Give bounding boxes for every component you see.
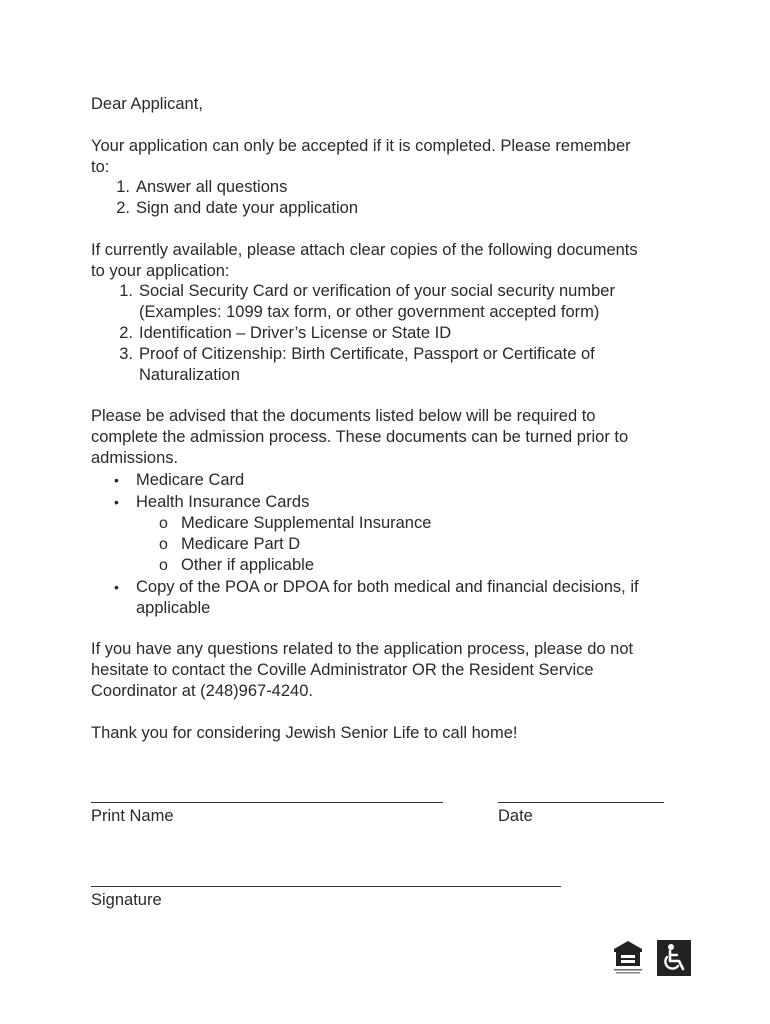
questions-line-1: If you have any questions related to the application process, please do not xyxy=(91,640,634,658)
step-text: Answer all questions xyxy=(136,178,288,196)
sub-item: Other if applicable xyxy=(181,556,314,574)
advised-line-3: admissions. xyxy=(91,449,179,467)
step-number: 1. xyxy=(116,178,130,196)
document-number: 2. xyxy=(119,324,133,342)
questions-line-2: hesitate to contact the Coville Administrator OR the Resident Service xyxy=(91,661,594,679)
circle-bullet-icon: o xyxy=(159,515,168,532)
sub-item: Medicare Part D xyxy=(181,535,301,553)
equal-housing-opportunity-icon xyxy=(610,939,646,977)
wheelchair-accessible-icon xyxy=(657,940,691,976)
salutation: Dear Applicant, xyxy=(91,95,203,113)
docs-intro-line-2: to your application: xyxy=(91,262,230,280)
bullet-icon: • xyxy=(114,494,119,510)
document-text: Proof of Citizenship: Birth Certificate, Passport or Certificate of xyxy=(139,345,595,363)
signature-line[interactable] xyxy=(91,886,561,887)
advised-line-2: complete the admission process. These documents can be turned prior to xyxy=(91,428,629,446)
docs-intro-line-1: If currently available, please attach clear copies of the following documents xyxy=(91,241,638,259)
bullet-icon: • xyxy=(114,472,119,488)
sub-item: Medicare Supplemental Insurance xyxy=(181,514,432,532)
intro-line-1: Your application can only be accepted if it is completed. Please remember xyxy=(91,137,631,155)
intro-line-2: to: xyxy=(91,158,110,176)
required-item-cont: applicable xyxy=(136,599,211,617)
date-label: Date xyxy=(498,807,533,825)
required-item: Health Insurance Cards xyxy=(136,493,310,511)
questions-line-3: Coordinator at (248)967-4240. xyxy=(91,682,313,700)
document-text: Social Security Card or verification of your social security number xyxy=(139,282,615,300)
document-number: 1. xyxy=(119,282,133,300)
required-item: Medicare Card xyxy=(136,471,245,489)
required-item: Copy of the POA or DPOA for both medical and financial decisions, if xyxy=(136,578,639,596)
print-name-label: Print Name xyxy=(91,807,174,825)
document-text: Identification – Driver’s License or State ID xyxy=(139,324,452,342)
bullet-icon: • xyxy=(114,579,119,595)
document-number: 3. xyxy=(119,345,133,363)
print-name-line[interactable] xyxy=(91,802,443,803)
date-line[interactable] xyxy=(498,802,664,803)
advised-line-1: Please be advised that the documents listed below will be required to xyxy=(91,407,596,425)
signature-label: Signature xyxy=(91,891,162,909)
document-text-cont: Naturalization xyxy=(139,366,240,384)
step-text: Sign and date your application xyxy=(136,199,358,217)
thanks-line: Thank you for considering Jewish Senior Life to call home! xyxy=(91,724,518,742)
circle-bullet-icon: o xyxy=(159,536,168,553)
circle-bullet-icon: o xyxy=(159,557,168,574)
step-number: 2. xyxy=(116,199,130,217)
document-text-cont: (Examples: 1099 tax form, or other government accepted form) xyxy=(139,303,600,321)
